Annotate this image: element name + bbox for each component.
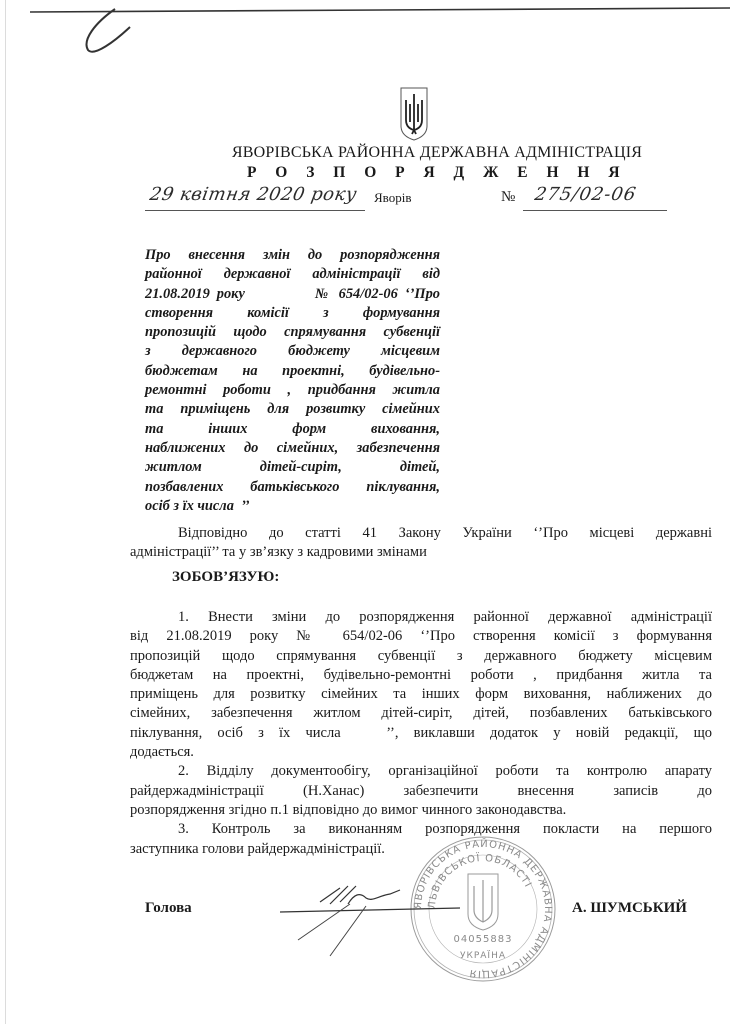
seal-country: УКРАЇНА <box>459 951 507 961</box>
preamble-paragraph <box>130 524 712 563</box>
place-label: Яворів <box>374 190 412 205</box>
organization-title: ЯВОРІВСЬКА РАЙОННА ДЕРЖАВНА АДМІНІСТРАЦІЯ <box>231 144 643 161</box>
subject-line: 21.08.2019 року № 654/02-06 ‘’Про <box>145 285 440 302</box>
order-items <box>130 608 712 859</box>
signatory-position: Голова <box>145 900 192 916</box>
seal-inner-path: ЛЬВІВСЬКОЇ ОБЛАСТІ <box>426 852 534 910</box>
subject-line: з державного бюджету місцевим <box>145 343 440 360</box>
item-line: сімейних, забезпечення житлом дітей-сиріт, дітей, позбавлених батьківського <box>130 705 712 722</box>
item-line: пропозицій щодо спрямування субвенції з державного бюджету місцевим <box>130 647 712 664</box>
item-line: додається. <box>130 744 194 761</box>
signatory-name: А. ШУМСЬКИЙ <box>572 900 687 916</box>
order-item-2 <box>130 762 712 820</box>
subject-line: та інших форм виховання, <box>145 420 440 437</box>
subject-line: створення комісії з формування <box>145 304 440 321</box>
coat-of-arms-icon <box>399 86 429 142</box>
seal-outer-path: ЯВОРІВСЬКА РАЙОННА ДЕРЖАВНА АДМІНІСТРАЦІЯ <box>412 838 554 980</box>
handwritten-date: 29 квітня 2020 року <box>148 184 359 205</box>
seal-code: 04055883 <box>453 934 513 945</box>
item-line: піклування, осіб з їх числа ’’, виклавши додаток у новій редакції, що <box>130 724 712 741</box>
preamble-line: Відповідно до статті 41 Закону України ‘’Про місцеві державні <box>178 525 712 541</box>
subject-line: осіб з їх числа ’’ <box>145 497 250 514</box>
number-sign: № <box>501 189 516 205</box>
handwritten-signature <box>270 880 470 960</box>
subject-line: позбавлених батьківського піклування, <box>145 478 440 495</box>
subject-line: житлом дітей-сиріт, дітей, <box>145 459 440 476</box>
preamble-line: адміністрації’’ та у зв’язку з кадровими змінами <box>130 544 427 561</box>
subject-line: наближених до сімейних, забезпечення <box>145 439 440 456</box>
order-item-1 <box>130 608 712 762</box>
document-subject <box>145 246 440 516</box>
document-type-title: Р О З П О Р Я Д Ж Е Н Н Я <box>246 164 628 181</box>
oblige-heading: ЗОБОВ’ЯЗУЮ: <box>172 569 280 585</box>
handwritten-number: 275/02-06 <box>533 184 639 205</box>
subject-line: ремонтні роботи , придбання житла <box>145 382 440 399</box>
item-line: бюджетам на проектні, будівельно-ремонтні роботи , придбання житла та <box>130 666 712 683</box>
subject-line: районної державної адміністрації від <box>145 266 440 283</box>
item-line: райдержадміністрації (Н.Ханас) забезпечити внесення записів до <box>130 782 712 799</box>
item-line: від 21.08.2019 року № 654/02-06 ‘’Про створення комісії з формування <box>130 628 712 645</box>
item-line: розпорядження згідно п.1 відповідно до вимог чинного законодавства. <box>130 801 567 818</box>
item-line: приміщень для розвитку сімейних та інших форм виховання, наближених до <box>130 686 712 703</box>
item-line: 2. Відділу документообігу, організаційної роботи та контролю апарату <box>178 763 712 780</box>
subject-line: Про внесення змін до розпорядження <box>145 247 440 263</box>
item-line: 3. Контроль за виконанням розпорядження покласти на першого <box>178 821 712 838</box>
subject-line: та приміщень для розвитку сімейних <box>145 401 440 418</box>
subject-line: бюджетам на проектні, будівельно- <box>145 362 440 379</box>
subject-line: пропозицій щодо спрямування субвенції <box>145 324 440 341</box>
item-line: заступника голови райдержадміністрації. <box>130 840 385 857</box>
item-line: 1. Внести зміни до розпорядження районної державної адміністрації <box>178 609 712 625</box>
handwritten-top-stroke <box>20 5 744 65</box>
